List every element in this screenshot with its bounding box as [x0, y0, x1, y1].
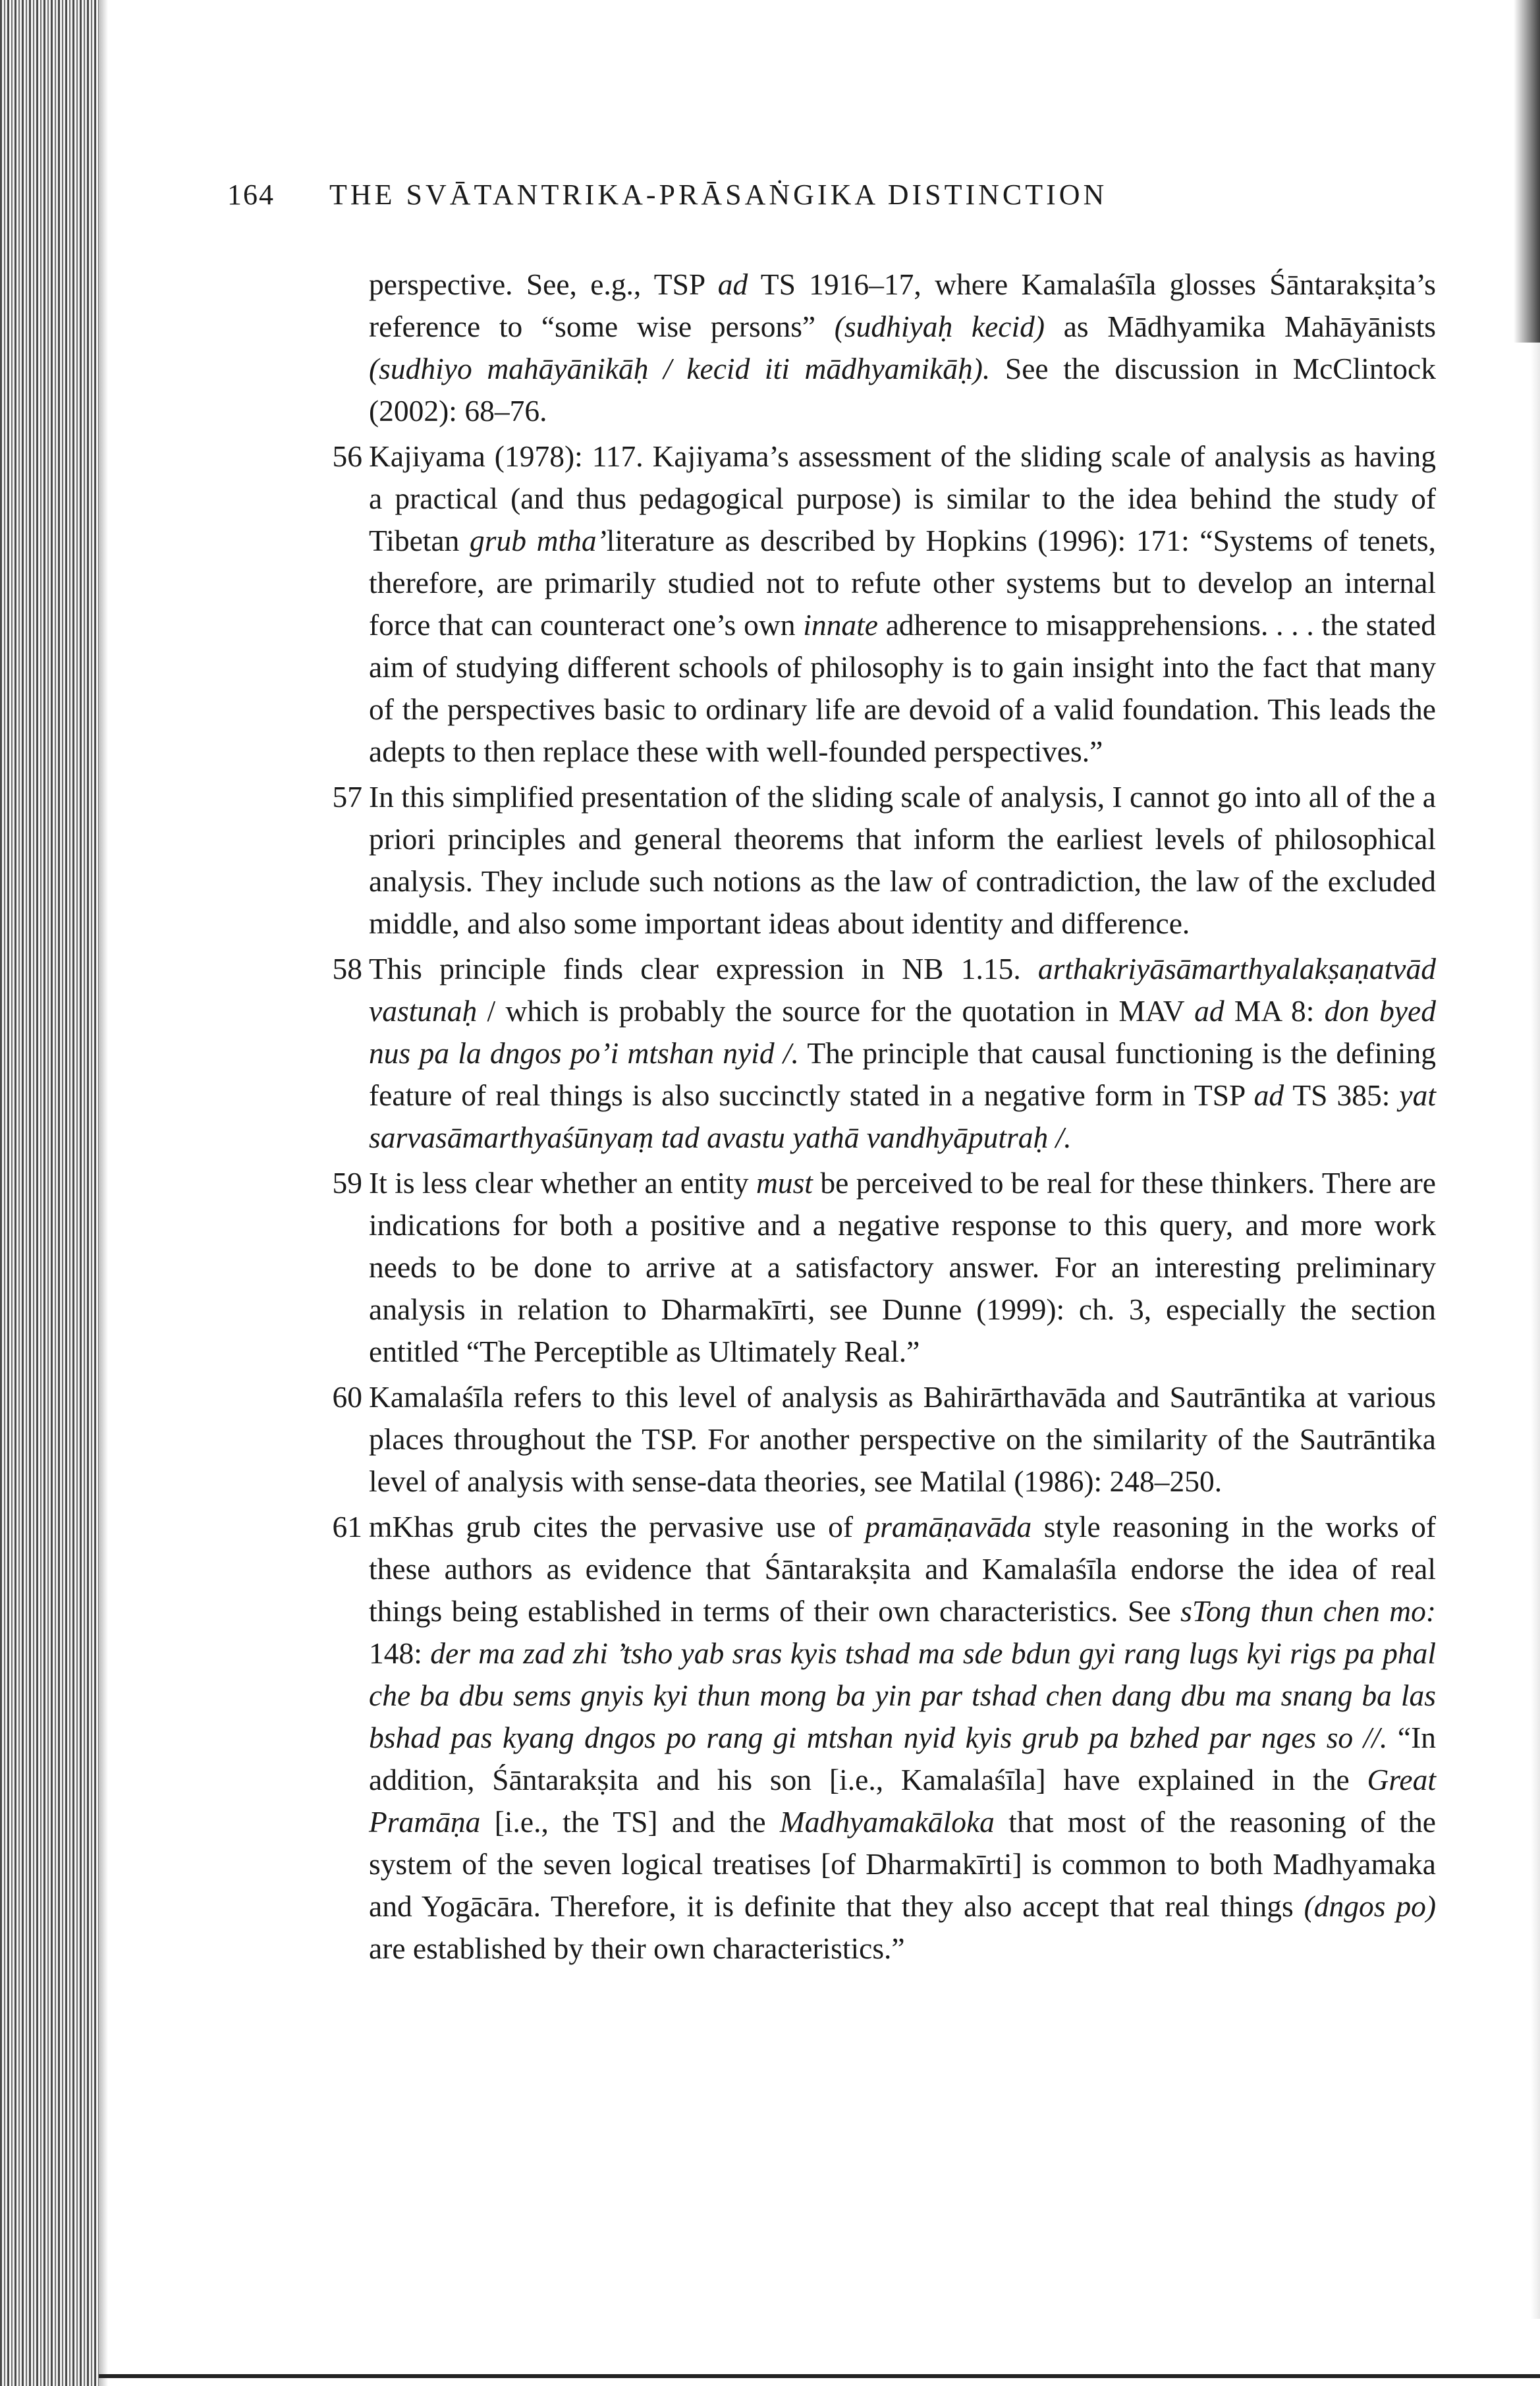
italic-text: innate	[803, 608, 878, 642]
text-run: adherence to misapprehensions. . . . the stated aim of studying different schools of philosophy is to gain insight into the fact that many of the perspectives basic to ordinary life are devoid of a valid foundation. This leads the adepts to then replace these with well-founded perspectives.”	[369, 608, 1436, 768]
endnote	[332, 776, 1436, 945]
text-run: literature as described by Hopkins (1996): 171: “Systems of tenets, therefore, are primarily studied not to refute other systems but to develop an internal force that can counteract one’s own	[369, 524, 1436, 642]
endnote	[332, 1162, 1436, 1373]
text-run: See the discussion in McClintock (2002): 68–76.	[369, 352, 1437, 428]
running-header	[227, 178, 1347, 211]
italic-text: don byed nus pa la dngos po’i mtshan nyid /.	[369, 994, 1436, 1070]
book-binding-shadow	[0, 0, 99, 2386]
italic-text: yat sarvasāmarthyaśūnyaṃ tad avastu yathā vandhyāputraḥ /.	[369, 1078, 1436, 1154]
italic-text: ad	[1253, 1078, 1284, 1112]
italic-text: (sudhiyaḥ kecid)	[834, 310, 1045, 343]
text-run: as Mādhyamika Mahāyānists	[1045, 310, 1437, 343]
italic-text: (sudhiyo mahāyānikāḥ / kecid iti mādhyamikāḥ).	[369, 352, 991, 385]
italic-text: sTong thun chen mo:	[1180, 1594, 1436, 1628]
text-run: This principle finds clear expression in NB 1.15.	[369, 952, 1038, 985]
endnote	[332, 1506, 1436, 1970]
endnote-number: 59	[332, 1166, 362, 1200]
endnote	[332, 1376, 1436, 1503]
italic-text: ad	[717, 267, 748, 301]
endnotes-list	[332, 264, 1437, 1973]
text-run: Kajiyama (1978): 117. Kajiyama’s assessment of the sliding scale of analysis as having a practical (and thus pedagogical purpose) is similar to the idea behind the study of Tibetan	[369, 439, 1436, 557]
endnote-number: 57	[332, 780, 362, 814]
text-run: TS 1916–17, where Kamalaśīla glosses Śāntarakṣita’s reference to “some wise persons”	[369, 267, 1436, 343]
endnote-text	[369, 1506, 1436, 1970]
text-run: style reasoning in the works of these authors as evidence that Śāntarakṣita and Kamalaśīla endorse the idea of real things being established in terms of their own characteristics. See	[369, 1510, 1436, 1628]
text-run: The principle that causal functioning is the defining feature of real things is also succinctly stated in a negative form in TSP	[369, 1036, 1436, 1112]
text-run: It is less clear whether an entity	[369, 1166, 756, 1200]
page-number: 164	[227, 179, 275, 211]
page-edge-shadow	[1531, 343, 1540, 2319]
italic-text: der ma zad zhi ’tsho yab sras kyis tshad ma sde bdun gyi rang lugs kyi rigs pa phal che ba dbu sems gnyis kyi thun mong ba yin par tshad chen dang dbu ma snang ba las bshad pas kyang dngos po rang gi mtshan nyid kyis grub pa bzhed par nges so //.	[369, 1636, 1436, 1754]
text-run: In this simplified presentation of the sliding scale of analysis, I cannot go into all of the a priori principles and general theorems that inform the earliest levels of philosophical analysis. They include such notions as the law of contradiction, the law of the excluded middle, and also some important ideas about identity and difference.	[369, 780, 1436, 940]
italic-text: pramāṇavāda	[865, 1510, 1032, 1543]
text-run: mKhas grub cites the pervasive use of	[369, 1510, 866, 1543]
text-run: be perceived to be real for these thinkers. There are indications for both a positive and a negative response to this query, and more work needs to be done to arrive at a satisfactory answer. For an interesting preliminary analysis in relation to Dharmakīrti, see Dunne (1999): ch. 3, especially the section entitled “The Perceptible as Ultimately Real.”	[369, 1166, 1436, 1368]
endnote	[369, 264, 1436, 432]
italic-text: Great Pramāṇa	[369, 1763, 1436, 1839]
endnote-number: 61	[332, 1510, 362, 1543]
text-run: MA 8:	[1224, 994, 1325, 1028]
italic-text: (dngos po)	[1304, 1889, 1436, 1923]
text-run: “In addition, Śāntarakṣita and his son [i.e., Kamalaśīla] have explained in the	[369, 1721, 1436, 1796]
text-run: / which is probably the source for the quotation in MAV	[477, 994, 1195, 1028]
endnote-text	[369, 776, 1436, 945]
endnote-text	[369, 948, 1436, 1159]
text-run: 148:	[369, 1636, 431, 1670]
text-run: perspective. See, e.g., TSP	[369, 267, 718, 301]
endnote	[332, 435, 1436, 773]
endnote-text	[369, 1376, 1436, 1503]
endnote-number: 56	[332, 439, 362, 473]
italic-text: Madhyamakāloka	[779, 1805, 995, 1839]
endnote-text	[369, 264, 1436, 432]
text-run: Kamalaśīla refers to this level of analysis as Bahirārthavāda and Sautrāntika at various places throughout the TSP. For another perspective on the similarity of the Sautrāntika level of analysis with sense-data theories, see Matilal (1986): 248–250.	[369, 1380, 1436, 1498]
binding-edge	[99, 0, 108, 2386]
text-run: are established by their own characteristics.”	[369, 1931, 905, 1965]
italic-text: ad	[1194, 994, 1224, 1028]
text-run: that most of the reasoning of the system of the seven logical treatises [of Dharmakīrti] is common to both Madhyamaka and Yogācāra. Therefore, it is definite that they also accept that real things	[369, 1805, 1436, 1923]
scan-bottom-edge	[99, 2374, 1540, 2378]
endnote-number: 58	[332, 952, 362, 985]
text-run: TS 385:	[1284, 1078, 1400, 1112]
endnote	[332, 948, 1436, 1159]
page-corner-shadow	[1514, 0, 1540, 343]
italic-text: arthakriyāsāmarthyalakṣaṇatvād vastunaḥ	[369, 952, 1436, 1028]
running-title: THE SVĀTANTRIKA-PRĀSAṄGIKA DISTINCTION	[329, 179, 1108, 211]
endnote-text	[369, 435, 1436, 773]
endnote-text	[369, 1162, 1436, 1373]
text-run: [i.e., the TS] and the	[480, 1805, 780, 1839]
italic-text: must	[756, 1166, 813, 1200]
endnote-number: 60	[332, 1380, 362, 1414]
italic-text: grub mtha’	[470, 524, 607, 557]
